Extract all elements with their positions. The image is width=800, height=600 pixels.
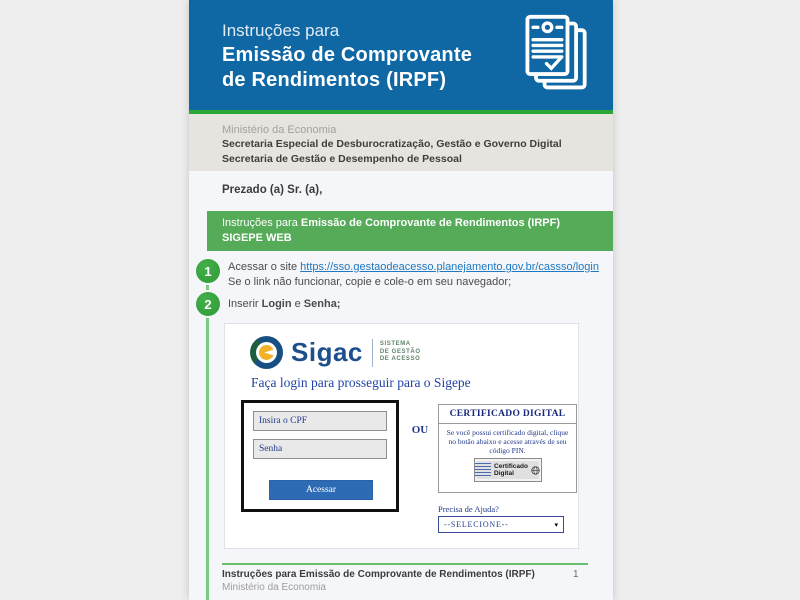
secretariat-line2: Secretaria de Gestão e Desempenho de Pessoal: [222, 153, 462, 165]
header-title-line1: Instruções para: [222, 21, 340, 40]
login-heading: Faça login para prosseguir para o Sigepe: [251, 375, 471, 390]
step-2-connector: e: [291, 298, 304, 310]
help-label: Precisa de Ajuda?: [438, 504, 499, 514]
acessar-button[interactable]: Acessar: [269, 480, 373, 500]
sigac-tagline: [380, 341, 421, 364]
certificate-box: [438, 404, 577, 493]
header-title: [222, 19, 472, 93]
sigac-logo-icon: [250, 336, 283, 369]
section-banner: [207, 211, 613, 251]
sigac-logo: [250, 336, 421, 369]
tagline-line3: DE ACESSO: [379, 356, 421, 363]
header-title-line2: Emissão de Comprovante: [222, 44, 473, 66]
help-select[interactable]: [438, 516, 564, 533]
help-select-value: --SELECIONE--: [444, 520, 509, 529]
dropdown-arrow-icon: ▾: [554, 520, 558, 529]
page-number: 1: [573, 569, 579, 580]
banner-prefix: Instruções para: [222, 217, 301, 229]
or-label: OU: [411, 424, 429, 436]
sigac-screenshot: [224, 323, 579, 549]
step-1-line2: Se o link não funcionar, copie e cole-o em seu navegador;: [228, 276, 512, 288]
agency-block: [189, 114, 613, 171]
ministry-label: Ministério da Economia: [222, 124, 337, 136]
certificate-title: CERTIFICADO DIGITAL: [439, 405, 576, 424]
banner-title-bold: Emissão de Comprovante de Rendimentos (IRPF): [300, 217, 561, 229]
sigac-wordmark: Sigac: [291, 337, 363, 367]
cert-button-line1: Certificado: [494, 463, 528, 470]
certificate-globe-icon: [531, 466, 540, 475]
footer-divider-line: [222, 563, 588, 565]
certificado-digital-button[interactable]: [474, 458, 542, 482]
document-page: [189, 0, 613, 600]
step-1-text: [228, 260, 599, 290]
login-form-highlight-box: [241, 400, 399, 512]
steps-connector-line: [204, 270, 212, 600]
step-1-prefix: Acessar o site: [228, 261, 301, 273]
certificate-description: Se você possui certificado digital, clique no botão abaixo e acesse através de seu código PIN.: [446, 428, 569, 455]
cpf-input[interactable]: [253, 411, 387, 431]
step-1-number: 1: [204, 263, 212, 279]
banner-line2: SIGEPE WEB: [222, 232, 292, 244]
document-header: [189, 0, 613, 110]
documents-icon: [519, 13, 595, 97]
greeting-text: Prezado (a) Sr. (a),: [222, 184, 323, 196]
cert-button-line2: Digital: [494, 470, 514, 477]
secretariat-line1: Secretaria Especial de Desburocratização, Gestão e Governo Digital: [222, 138, 562, 150]
header-title-line3: de Rendimentos (IRPF): [222, 69, 447, 91]
step-1-line1: [228, 260, 599, 275]
banner-line1: [222, 216, 603, 231]
tagline-line2: DE GESTÃO: [379, 348, 421, 355]
sso-login-link[interactable]: https://sso.gestaodeacesso.planejamento.gov.br/cassso/login: [300, 261, 599, 273]
footer-title: Instruções para Emissão de Comprovante de Rendimentos (IRPF): [222, 569, 535, 580]
step-2-badge: [196, 292, 220, 316]
step-2-prefix: Inserir: [228, 298, 262, 310]
footer-subtitle: Ministério da Economia: [222, 582, 326, 593]
step-2-number: 2: [204, 296, 212, 312]
senha-input[interactable]: [253, 439, 387, 459]
tagline-line1: SISTEMA: [379, 341, 411, 348]
step-2-text: [228, 297, 340, 312]
logo-divider: [372, 339, 373, 367]
step-2-login-word: Login: [261, 298, 292, 310]
certificate-stripes-decoration: [475, 463, 491, 477]
step-1-badge: [196, 259, 220, 283]
step-2-senha-word: Senha;: [303, 298, 341, 310]
certificado-digital-button-label: [494, 463, 528, 477]
